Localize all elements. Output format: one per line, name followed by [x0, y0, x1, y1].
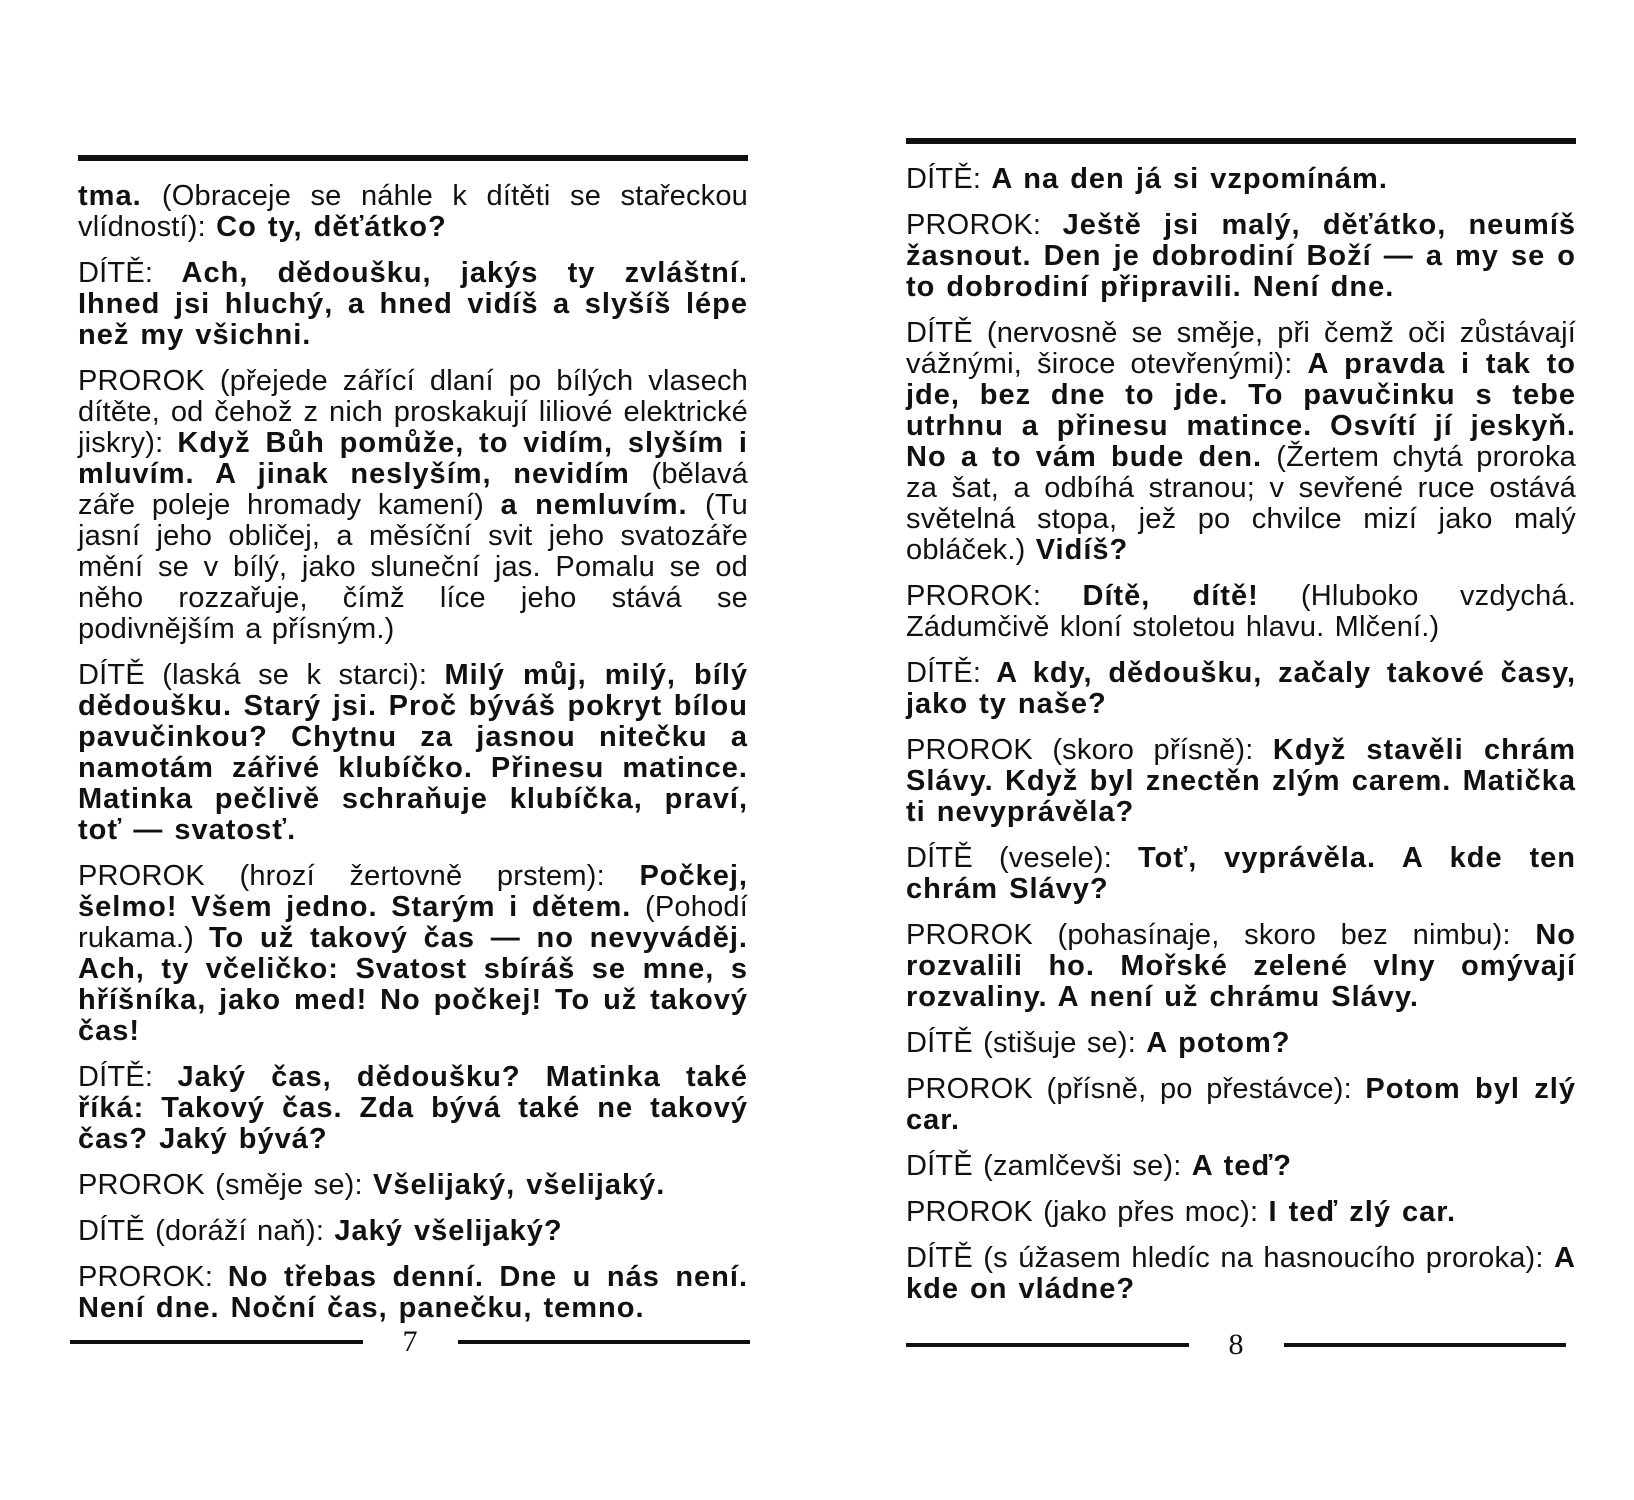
stage-direction: DÍTĚ: — [906, 657, 997, 689]
dialogue-paragraph — [906, 920, 1576, 1013]
spoken-text: Všelijaký, všelijaký. — [373, 1169, 666, 1201]
stage-direction: DÍTĚ (s úžasem hledíc na hasnoucího proroka): — [906, 1242, 1555, 1274]
stage-direction: PROROK (jako přes moc): — [906, 1196, 1269, 1228]
dialogue-paragraph — [78, 861, 748, 1047]
dialogue-paragraph — [906, 164, 1576, 195]
left-page — [78, 155, 749, 1358]
stage-direction: DÍTĚ (vesele): — [906, 842, 1139, 874]
stage-direction: (bělavá záře poleje hromady kamení) — [78, 458, 748, 521]
dialogue-paragraph — [906, 1197, 1576, 1228]
dialogue-paragraph — [78, 660, 748, 846]
page-footer — [906, 1328, 1566, 1362]
footer-rule-left — [906, 1343, 1189, 1347]
footer-rule-right — [1284, 1343, 1567, 1347]
spoken-text: A teď? — [1191, 1150, 1293, 1182]
stage-direction: DÍTĚ (laská se k starci): — [78, 659, 445, 691]
spoken-text: No třebas denní. Dne u nás není. Není dne. Noční čas, panečku, temno. — [78, 1261, 748, 1324]
stage-direction: DÍTĚ (stišuje se): — [906, 1027, 1147, 1059]
spoken-text: a nemluvím. — [500, 489, 705, 521]
stage-direction: PROROK: — [78, 1261, 228, 1293]
footer-rule-right — [458, 1340, 751, 1344]
spoken-text: A kdy, dědoušku, začaly takové časy, jako ty naše? — [906, 657, 1576, 720]
dialogue-paragraph — [906, 843, 1576, 905]
dialogue-paragraph — [906, 1028, 1576, 1059]
right-page — [906, 138, 1577, 1361]
page-footer — [70, 1325, 750, 1359]
dialogue-paragraph — [906, 658, 1576, 720]
dialogue-paragraph — [906, 735, 1576, 828]
stage-direction: (Pohodí rukama.) — [78, 891, 748, 954]
spoken-text: I teď zlý car. — [1268, 1196, 1457, 1228]
right-page-text — [906, 164, 1576, 1305]
dialogue-paragraph — [78, 1216, 748, 1247]
stage-direction: DÍTĚ: — [906, 163, 992, 195]
spoken-text: Jaký všelijaký? — [334, 1215, 563, 1247]
dialogue-paragraph — [78, 1262, 748, 1324]
dialogue-paragraph — [78, 366, 748, 645]
stage-direction: DÍTĚ: — [78, 257, 182, 289]
spoken-text: A kde on vládne? — [906, 1242, 1576, 1305]
page-number: 7 — [402, 1325, 418, 1358]
dialogue-paragraph — [906, 210, 1576, 303]
spoken-text: A na den já si vzpomínám. — [991, 163, 1388, 195]
spoken-text: A pravda i tak to jde, bez dne to jde. To pavučinku s tebe utrhnu a přinesu matince. Osvítí jí jeskyň. No a to vám bude den. — [906, 348, 1576, 473]
stage-direction: PROROK (pohasínaje, skoro bez nimbu): — [906, 919, 1536, 951]
spoken-text: Co ty, děťátko? — [216, 211, 447, 243]
footer-rule-left — [70, 1340, 363, 1344]
dialogue-paragraph — [906, 1243, 1576, 1305]
stage-direction: PROROK: — [906, 209, 1063, 241]
stage-direction: PROROK: — [906, 580, 1083, 612]
spoken-text: Potom byl zlý car. — [906, 1073, 1576, 1136]
spoken-text: To už takový čas — no nevyváděj. Ach, ty včeličko: Svatost sbíráš se mne, s hříšníka, jako med! No počkej! To už takový čas! — [78, 922, 748, 1047]
dialogue-paragraph — [78, 181, 748, 243]
spoken-text: Ještě jsi malý, děťátko, neumíš žasnout. Den je dobrodiní Boží — a my se o to dobrodiní připravili. Není dne. — [906, 209, 1576, 303]
stage-direction: DÍTĚ (doráží naň): — [78, 1215, 335, 1247]
top-rule — [906, 138, 1576, 144]
stage-direction: (Hluboko vzdychá. Zádumčivě kloní stoletou hlavu. Mlčení.) — [906, 580, 1576, 643]
spoken-text: A potom? — [1146, 1027, 1291, 1059]
spoken-text: Počkej, šelmo! Všem jedno. Starým i dětem. — [78, 860, 748, 923]
top-rule — [78, 155, 748, 161]
dialogue-paragraph — [78, 258, 748, 351]
dialogue-paragraph — [906, 581, 1576, 643]
spoken-text: Když stavěli chrám Slávy. Když byl znectěn zlým carem. Matička ti nevyprávěla? — [906, 734, 1577, 828]
spoken-text: No rozvalili ho. Mořské zelené vlny omývají rozvaliny. A není už chrámu Slávy. — [906, 919, 1576, 1013]
stage-direction: (Tu jasní jeho obličej, a měsíční svit jeho svatozáře mění se v bílý, jako sluneční jas. Pomalu se od něho rozzařuje, čímž líce jeho stává se podivnějším a přísným.) — [78, 489, 748, 645]
dialogue-paragraph — [906, 1151, 1576, 1182]
page-number: 8 — [1228, 1328, 1244, 1361]
stage-direction: DÍTĚ: — [78, 1061, 178, 1093]
spoken-text: Dítě, dítě! — [1082, 580, 1301, 612]
stage-direction: PROROK (přejede zářící dlaní po bílých vlasech dítěte, od čehož z nich proskakují liliové elektrické jiskry): — [78, 365, 748, 459]
spoken-text: Ach, dědoušku, jakýs ty zvláštní. Ihned jsi hluchý, a hned vidíš a slyšíš lépe než my všichni. — [78, 257, 749, 351]
dialogue-paragraph — [906, 1074, 1576, 1136]
spoken-text: tma. — [78, 180, 162, 212]
spoken-text: Toť, vyprávěla. A kde ten chrám Slávy? — [906, 842, 1576, 905]
stage-direction: PROROK (hrozí žertovně prstem): — [78, 860, 640, 892]
spoken-text: Vidíš? — [1035, 534, 1129, 566]
spoken-text: Jaký čas, dědoušku? Matinka také říká: Takový čas. Zda bývá také ne takový čas? Jaký bývá? — [78, 1061, 749, 1155]
dialogue-paragraph — [906, 318, 1576, 566]
stage-direction: DÍTĚ (zamlčevši se): — [906, 1150, 1192, 1182]
stage-direction: DÍTĚ (nervosně se směje, při čemž oči zůstávají vážnými, široce otevřenými): — [906, 317, 1576, 380]
stage-direction: PROROK (skoro přísně): — [906, 734, 1273, 766]
dialogue-paragraph — [78, 1062, 748, 1155]
stage-direction: PROROK (směje se): — [78, 1169, 374, 1201]
dialogue-paragraph — [78, 1170, 748, 1201]
spoken-text: Milý můj, milý, bílý dědoušku. Starý jsi. Proč býváš pokryt bílou pavučinkou? Chytnu za jasnou nitečku a namotám zářivé klubíčko. Přinesu matince. Matinka pečlivě schraňuje klubíčka, praví, toť — svatosť. — [78, 659, 749, 846]
spoken-text: Když Bůh pomůže, to vidím, slyším i mluvím. A jinak neslyším, nevidím — [78, 427, 748, 490]
stage-direction: (Žertem chytá proroka za šat, a odbíhá stranou; v sevřené ruce ostává světelná stopa, jež po chvilce mizí jako malý obláček.) — [906, 441, 1576, 566]
stage-direction: PROROK (přísně, po přestávce): — [906, 1073, 1366, 1105]
left-page-text — [78, 181, 748, 1324]
stage-direction: (Obraceje se náhle k dítěti se stařeckou vlídností): — [78, 180, 749, 243]
